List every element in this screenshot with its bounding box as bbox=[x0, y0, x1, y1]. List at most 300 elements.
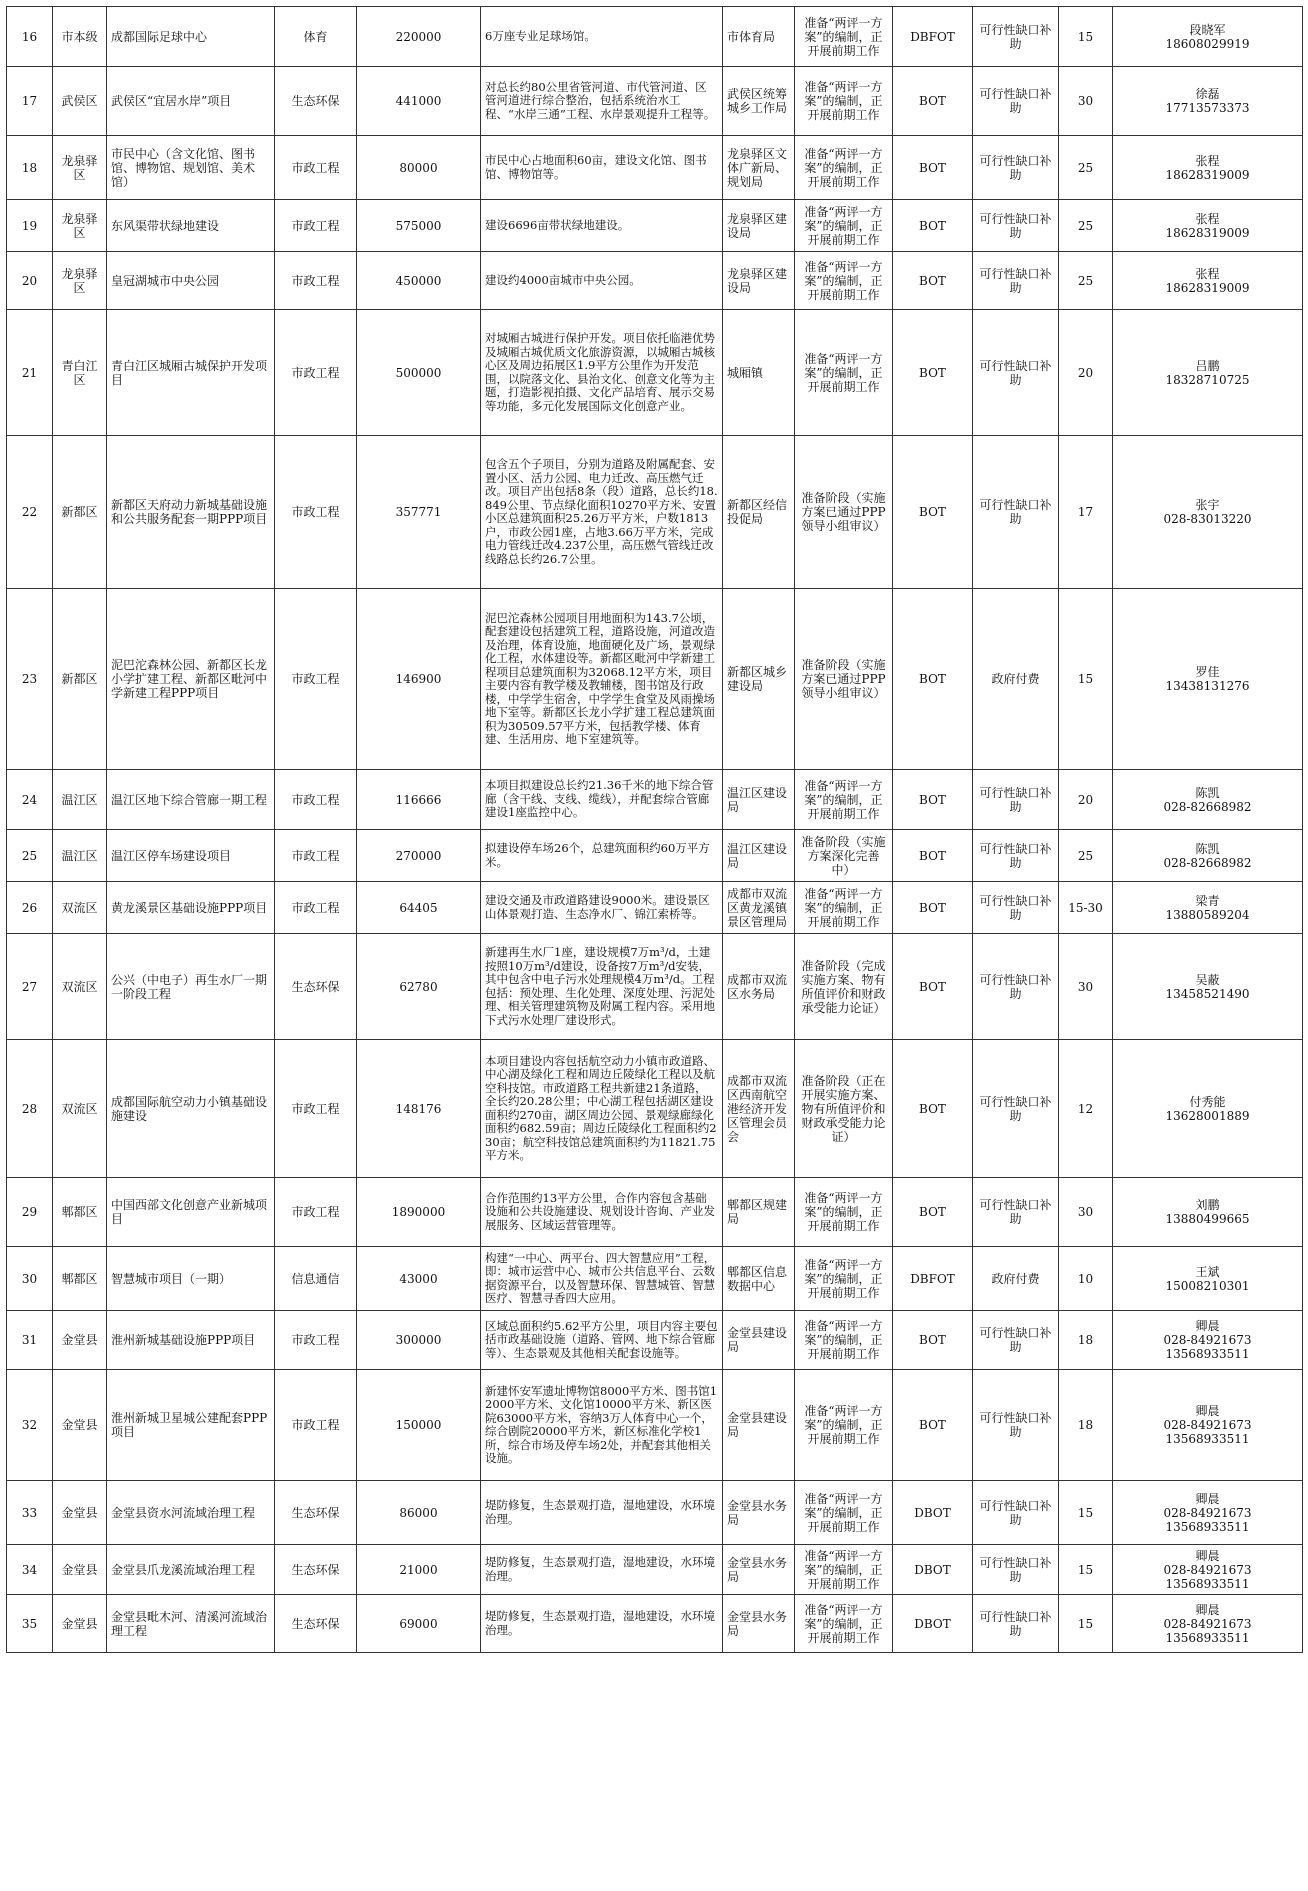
cell-industry: 生态环保 bbox=[275, 1595, 357, 1653]
table-row bbox=[7, 7, 1303, 67]
cell-contact bbox=[1113, 1311, 1303, 1370]
cell-investment: 80000 bbox=[357, 136, 481, 200]
cell-project-name: 市民中心（含文化馆、图书馆、博物馆、规划馆、美术馆） bbox=[107, 136, 275, 200]
cell-project-name: 温江区地下综合管廊一期工程 bbox=[107, 770, 275, 830]
contact-name: 张程 bbox=[1195, 266, 1220, 281]
cell-term: 25 bbox=[1059, 136, 1113, 200]
cell-mode: BOT bbox=[893, 830, 973, 882]
cell-progress: 准备“两评一方案”的编制，正开展前期工作 bbox=[795, 1311, 893, 1370]
cell-industry: 市政工程 bbox=[275, 830, 357, 882]
contact-phone: 17713573373 bbox=[1165, 101, 1250, 115]
cell-term: 15 bbox=[1059, 1545, 1113, 1595]
cell-mode: DBOT bbox=[893, 1481, 973, 1545]
cell-unit: 金堂县水务局 bbox=[723, 1545, 795, 1595]
table-row bbox=[7, 136, 1303, 200]
cell-project-name: 淮州新城基础设施PPP项目 bbox=[107, 1311, 275, 1370]
contact-name: 王斌 bbox=[1195, 1264, 1220, 1279]
table-row bbox=[7, 882, 1303, 934]
contact-phone: 18628319009 bbox=[1165, 225, 1250, 240]
cell-payment: 可行性缺口补助 bbox=[973, 200, 1059, 252]
cell-progress: 准备“两评一方案”的编制，正开展前期工作 bbox=[795, 7, 893, 67]
contact-phone: 028-82668982 bbox=[1163, 799, 1252, 814]
contact-phone: 13628001889 bbox=[1165, 1108, 1250, 1123]
cell-mode: DBOT bbox=[893, 1545, 973, 1595]
cell-region: 龙泉驿区 bbox=[53, 200, 107, 252]
cell-content: 建设6696亩带状绿地建设。 bbox=[481, 200, 723, 252]
cell-unit: 武侯区统筹城乡工作局 bbox=[723, 67, 795, 136]
cell-content: 本项目拟建设总长约21.36千米的地下综合管廊（含干线、支线、缆线），并配套综合管廊建设1座监控中心。 bbox=[481, 770, 723, 830]
contact-name: 梁青 bbox=[1195, 893, 1220, 908]
contact-name: 刘鹏 bbox=[1195, 1198, 1220, 1212]
cell-content: 区域总面积约5.62平方公里，项目内容主要包括市政基础设施（道路、管网、地下综合管廊等）、生态景观及其他相关配套设施等。 bbox=[481, 1311, 723, 1370]
contact-phone2: 13568933511 bbox=[1165, 1432, 1250, 1446]
cell-payment: 可行性缺口补助 bbox=[973, 1040, 1059, 1178]
table-row bbox=[7, 1595, 1303, 1653]
cell-investment: 575000 bbox=[357, 200, 481, 252]
cell-unit: 成都市双流区黄龙溪镇景区管理局 bbox=[723, 882, 795, 934]
contact-phone: 18328710725 bbox=[1165, 372, 1250, 387]
cell-payment: 可行性缺口补助 bbox=[973, 882, 1059, 934]
cell-contact bbox=[1113, 1247, 1303, 1311]
cell-unit: 郫都区信息数据中心 bbox=[723, 1247, 795, 1311]
cell-project-name: 武侯区“宜居水岸”项目 bbox=[107, 67, 275, 136]
cell-project-name: 金堂县资水河流域治理工程 bbox=[107, 1481, 275, 1545]
cell-term: 12 bbox=[1059, 1040, 1113, 1178]
cell-progress: 准备“两评一方案”的编制，正开展前期工作 bbox=[795, 200, 893, 252]
cell-unit: 温江区建设局 bbox=[723, 770, 795, 830]
cell-contact bbox=[1113, 252, 1303, 310]
cell-contact bbox=[1113, 1481, 1303, 1545]
cell-unit: 龙泉驿区文体广新局、规划局 bbox=[723, 136, 795, 200]
cell-region: 双流区 bbox=[53, 1040, 107, 1178]
cell-project-name: 中国西部文化创意产业新城项目 bbox=[107, 1178, 275, 1247]
cell-progress: 准备阶段（实施方案已通过PPP领导小组审议） bbox=[795, 589, 893, 770]
cell-content: 新建怀安军遗址博物馆8000平方米、图书馆12000平方米、文化馆10000平方米、新区医院63000平方米，容纳3万人体育中心一个，综合剧院20000平方米，新区标准化学校1所，综合市场及停车场2处，并配套其他相关设施。 bbox=[481, 1370, 723, 1481]
cell-contact bbox=[1113, 589, 1303, 770]
cell-investment: 270000 bbox=[357, 830, 481, 882]
contact-phone: 13880499665 bbox=[1165, 1212, 1250, 1226]
cell-payment: 可行性缺口补助 bbox=[973, 934, 1059, 1040]
cell-industry: 生态环保 bbox=[275, 67, 357, 136]
cell-investment: 21000 bbox=[357, 1545, 481, 1595]
contact-name: 卿晨 bbox=[1195, 1319, 1220, 1333]
cell-content: 合作范围约13平方公里，合作内容包含基础设施和公共设施建设、规划设计咨询、产业发展服务、区域运营管理等。 bbox=[481, 1178, 723, 1247]
cell-mode: BOT bbox=[893, 1311, 973, 1370]
contact-name: 陈凯 bbox=[1195, 785, 1220, 800]
cell-no: 22 bbox=[7, 436, 53, 589]
cell-investment: 300000 bbox=[357, 1311, 481, 1370]
cell-payment: 可行性缺口补助 bbox=[973, 1178, 1059, 1247]
contact-phone: 028-83013220 bbox=[1163, 512, 1252, 526]
cell-project-name: 金堂县爪龙溪流域治理工程 bbox=[107, 1545, 275, 1595]
cell-progress: 准备“两评一方案”的编制，正开展前期工作 bbox=[795, 770, 893, 830]
cell-mode: BOT bbox=[893, 310, 973, 436]
cell-progress: 准备“两评一方案”的编制，正开展前期工作 bbox=[795, 1481, 893, 1545]
cell-investment: 69000 bbox=[357, 1595, 481, 1653]
cell-investment: 1890000 bbox=[357, 1178, 481, 1247]
cell-payment: 可行性缺口补助 bbox=[973, 1311, 1059, 1370]
cell-mode: BOT bbox=[893, 1040, 973, 1178]
cell-industry: 市政工程 bbox=[275, 1040, 357, 1178]
cell-investment: 220000 bbox=[357, 7, 481, 67]
cell-payment: 可行性缺口补助 bbox=[973, 67, 1059, 136]
cell-project-name: 泥巴沱森林公园、新都区长龙小学扩建工程、新都区毗河中学新建工程PPP项目 bbox=[107, 589, 275, 770]
cell-content: 建设交通及市政道路建设9000米。建设景区山体景观打造、生态净水厂、锦江索桥等。 bbox=[481, 882, 723, 934]
cell-mode: BOT bbox=[893, 67, 973, 136]
cell-region: 武侯区 bbox=[53, 67, 107, 136]
cell-contact bbox=[1113, 830, 1303, 882]
contact-phone2: 13568933511 bbox=[1165, 1630, 1250, 1645]
cell-term: 15 bbox=[1059, 1595, 1113, 1653]
contact-name: 卿晨 bbox=[1195, 1602, 1220, 1617]
cell-project-name: 皇冠湖城市中央公园 bbox=[107, 252, 275, 310]
contact-name: 卿晨 bbox=[1195, 1548, 1220, 1563]
cell-contact bbox=[1113, 310, 1303, 436]
cell-term: 15-30 bbox=[1059, 882, 1113, 934]
cell-contact bbox=[1113, 67, 1303, 136]
cell-mode: BOT bbox=[893, 252, 973, 310]
cell-investment: 500000 bbox=[357, 310, 481, 436]
cell-no: 25 bbox=[7, 830, 53, 882]
cell-mode: BOT bbox=[893, 882, 973, 934]
ppp-project-table bbox=[6, 6, 1303, 1653]
contact-name: 张程 bbox=[1195, 211, 1220, 226]
cell-contact bbox=[1113, 1178, 1303, 1247]
cell-no: 19 bbox=[7, 200, 53, 252]
project-table-sheet bbox=[6, 6, 1303, 1653]
cell-no: 29 bbox=[7, 1178, 53, 1247]
cell-investment: 86000 bbox=[357, 1481, 481, 1545]
cell-progress: 准备“两评一方案”的编制，正开展前期工作 bbox=[795, 1545, 893, 1595]
table-row bbox=[7, 1178, 1303, 1247]
cell-progress: 准备“两评一方案”的编制，正开展前期工作 bbox=[795, 1370, 893, 1481]
cell-term: 15 bbox=[1059, 589, 1113, 770]
contact-name: 张程 bbox=[1195, 153, 1220, 168]
cell-payment: 可行性缺口补助 bbox=[973, 770, 1059, 830]
cell-payment: 可行性缺口补助 bbox=[973, 830, 1059, 882]
table-row bbox=[7, 310, 1303, 436]
table-row bbox=[7, 1311, 1303, 1370]
table-row bbox=[7, 1545, 1303, 1595]
cell-project-name: 黄龙溪景区基础设施PPP项目 bbox=[107, 882, 275, 934]
cell-no: 21 bbox=[7, 310, 53, 436]
contact-name: 卿晨 bbox=[1195, 1404, 1220, 1418]
cell-region: 双流区 bbox=[53, 882, 107, 934]
contact-phone: 13880589204 bbox=[1165, 907, 1250, 922]
cell-payment: 可行性缺口补助 bbox=[973, 252, 1059, 310]
cell-no: 16 bbox=[7, 7, 53, 67]
cell-project-name: 金堂县毗木河、清溪河流域治理工程 bbox=[107, 1595, 275, 1653]
cell-content: 本项目建设内容包括航空动力小镇市政道路、中心湖及绿化工程和周边丘陵绿化工程以及航空科技馆。市政道路工程共新建21条道路，全长约20.28公里；中心湖工程包括湖区建设面积约270亩，湖区周边公园、景观绿廊绿化面积约682.59亩；周边丘陵绿化工程面积约230亩；航空科技馆总建筑面积约为11821.75平方米。 bbox=[481, 1040, 723, 1178]
cell-region: 金堂县 bbox=[53, 1311, 107, 1370]
cell-payment: 可行性缺口补助 bbox=[973, 436, 1059, 589]
cell-no: 20 bbox=[7, 252, 53, 310]
cell-no: 33 bbox=[7, 1481, 53, 1545]
cell-term: 20 bbox=[1059, 310, 1113, 436]
table-body bbox=[7, 7, 1303, 1653]
cell-unit: 金堂县水务局 bbox=[723, 1595, 795, 1653]
cell-investment: 116666 bbox=[357, 770, 481, 830]
cell-content: 堤防修复，生态景观打造，湿地建设，水环境治理。 bbox=[481, 1545, 723, 1595]
cell-investment: 64405 bbox=[357, 882, 481, 934]
cell-term: 15 bbox=[1059, 7, 1113, 67]
cell-progress: 准备阶段（实施方案已通过PPP领导小组审议） bbox=[795, 436, 893, 589]
cell-payment: 可行性缺口补助 bbox=[973, 136, 1059, 200]
cell-progress: 准备“两评一方案”的编制，正开展前期工作 bbox=[795, 67, 893, 136]
table-row bbox=[7, 830, 1303, 882]
cell-term: 25 bbox=[1059, 252, 1113, 310]
cell-region: 郫都区 bbox=[53, 1178, 107, 1247]
cell-industry: 市政工程 bbox=[275, 436, 357, 589]
cell-investment: 146900 bbox=[357, 589, 481, 770]
cell-project-name: 公兴（中电子）再生水厂一期一阶段工程 bbox=[107, 934, 275, 1040]
contact-phone: 028-84921673 bbox=[1163, 1418, 1252, 1432]
contact-phone2: 13568933511 bbox=[1165, 1519, 1250, 1534]
cell-term: 20 bbox=[1059, 770, 1113, 830]
cell-content: 泥巴沱森林公园项目用地面积为143.7公顷，配套建设包括建筑工程，道路设施，河道改造及治理，体育设施，地面硬化及广场，景观绿化工程，水体建设等。新都区毗河中学新建工程项目总建筑面积为32068.12平方米，项目主要内容有教学楼及教辅楼，图书馆及行政楼，中学学生宿舍，中学学生食堂及风雨操场地下室等。新都区长龙小学扩建工程总建筑面积为30509.57平方米，包括教学楼、体育建、生活用房、地下室建筑等。 bbox=[481, 589, 723, 770]
table-row bbox=[7, 252, 1303, 310]
cell-content: 拟建设停车场26个，总建筑面积约60万平方米。 bbox=[481, 830, 723, 882]
cell-content: 市民中心占地面积60亩，建设文化馆、图书馆、博物馆等。 bbox=[481, 136, 723, 200]
cell-progress: 准备“两评一方案”的编制，正开展前期工作 bbox=[795, 882, 893, 934]
cell-no: 27 bbox=[7, 934, 53, 1040]
cell-region: 金堂县 bbox=[53, 1595, 107, 1653]
cell-region: 金堂县 bbox=[53, 1370, 107, 1481]
contact-name: 付秀能 bbox=[1189, 1094, 1226, 1109]
contact-phone: 18628319009 bbox=[1165, 280, 1250, 295]
cell-contact bbox=[1113, 934, 1303, 1040]
contact-name: 罗佳 bbox=[1195, 665, 1220, 679]
cell-region: 双流区 bbox=[53, 934, 107, 1040]
contact-phone2: 13568933511 bbox=[1165, 1347, 1250, 1361]
table-row bbox=[7, 589, 1303, 770]
cell-contact bbox=[1113, 200, 1303, 252]
cell-mode: BOT bbox=[893, 1370, 973, 1481]
cell-no: 30 bbox=[7, 1247, 53, 1311]
cell-no: 32 bbox=[7, 1370, 53, 1481]
cell-investment: 357771 bbox=[357, 436, 481, 589]
cell-unit: 龙泉驿区建设局 bbox=[723, 252, 795, 310]
cell-term: 25 bbox=[1059, 200, 1113, 252]
cell-payment: 政府付费 bbox=[973, 1247, 1059, 1311]
cell-project-name: 东风渠带状绿地建设 bbox=[107, 200, 275, 252]
cell-unit: 成都市双流区水务局 bbox=[723, 934, 795, 1040]
cell-contact bbox=[1113, 1545, 1303, 1595]
cell-industry: 市政工程 bbox=[275, 310, 357, 436]
contact-phone: 13458521490 bbox=[1165, 986, 1250, 1001]
cell-term: 18 bbox=[1059, 1370, 1113, 1481]
cell-contact bbox=[1113, 136, 1303, 200]
contact-name: 段晓军 bbox=[1189, 22, 1226, 37]
contact-phone: 028-84921673 bbox=[1163, 1505, 1252, 1520]
cell-investment: 148176 bbox=[357, 1040, 481, 1178]
cell-content: 对城厢古城进行保护开发。项目依托临港优势及城厢古城优质文化旅游资源，以城厢古城核心区及周边拓展区1.9平方公里作为开发范围，以院落文化、县治文化、创意文化等为主题，打造影视拍摄、文化产品培育、展示交易等功能，多元化发展国际文化创意产业。 bbox=[481, 310, 723, 436]
cell-unit: 龙泉驿区建设局 bbox=[723, 200, 795, 252]
cell-region: 温江区 bbox=[53, 830, 107, 882]
cell-industry: 市政工程 bbox=[275, 1370, 357, 1481]
cell-no: 35 bbox=[7, 1595, 53, 1653]
contact-phone: 18628319009 bbox=[1165, 167, 1250, 182]
cell-no: 23 bbox=[7, 589, 53, 770]
cell-project-name: 新都区天府动力新城基础设施和公共服务配套一期PPP项目 bbox=[107, 436, 275, 589]
cell-investment: 441000 bbox=[357, 67, 481, 136]
cell-payment: 可行性缺口补助 bbox=[973, 1481, 1059, 1545]
cell-term: 15 bbox=[1059, 1481, 1113, 1545]
cell-region: 温江区 bbox=[53, 770, 107, 830]
cell-no: 28 bbox=[7, 1040, 53, 1178]
cell-mode: BOT bbox=[893, 136, 973, 200]
cell-contact bbox=[1113, 7, 1303, 67]
table-row bbox=[7, 1040, 1303, 1178]
cell-content: 堤防修复，生态景观打造，湿地建设，水环境治理。 bbox=[481, 1481, 723, 1545]
cell-project-name: 智慧城市项目（一期） bbox=[107, 1247, 275, 1311]
cell-region: 新都区 bbox=[53, 436, 107, 589]
cell-unit: 新都区经信投促局 bbox=[723, 436, 795, 589]
cell-mode: BOT bbox=[893, 934, 973, 1040]
cell-unit: 金堂县建设局 bbox=[723, 1311, 795, 1370]
cell-investment: 150000 bbox=[357, 1370, 481, 1481]
contact-name: 吕鹏 bbox=[1195, 358, 1220, 373]
cell-content: 构建“一中心、两平台、四大智慧应用”工程，即：城市运营中心、城市公共信息平台、云数据资源平台，以及智慧环保、智慧城管、智慧医疗、智慧寻香四大应用。 bbox=[481, 1247, 723, 1311]
cell-progress: 准备“两评一方案”的编制，正开展前期工作 bbox=[795, 1178, 893, 1247]
cell-no: 24 bbox=[7, 770, 53, 830]
cell-no: 17 bbox=[7, 67, 53, 136]
table-row bbox=[7, 200, 1303, 252]
cell-no: 31 bbox=[7, 1311, 53, 1370]
cell-no: 34 bbox=[7, 1545, 53, 1595]
cell-unit: 金堂县水务局 bbox=[723, 1481, 795, 1545]
cell-unit: 金堂县建设局 bbox=[723, 1370, 795, 1481]
cell-progress: 准备“两评一方案”的编制，正开展前期工作 bbox=[795, 1595, 893, 1653]
cell-region: 金堂县 bbox=[53, 1545, 107, 1595]
cell-payment: 可行性缺口补助 bbox=[973, 1545, 1059, 1595]
contact-phone2: 13568933511 bbox=[1165, 1576, 1250, 1591]
table-row bbox=[7, 67, 1303, 136]
cell-mode: DBOT bbox=[893, 1595, 973, 1653]
cell-industry: 市政工程 bbox=[275, 589, 357, 770]
cell-payment: 可行性缺口补助 bbox=[973, 310, 1059, 436]
cell-no: 18 bbox=[7, 136, 53, 200]
cell-term: 25 bbox=[1059, 830, 1113, 882]
cell-industry: 生态环保 bbox=[275, 1481, 357, 1545]
cell-contact bbox=[1113, 1370, 1303, 1481]
cell-mode: BOT bbox=[893, 200, 973, 252]
cell-project-name: 成都国际足球中心 bbox=[107, 7, 275, 67]
cell-unit: 城厢镇 bbox=[723, 310, 795, 436]
table-row bbox=[7, 1370, 1303, 1481]
cell-term: 10 bbox=[1059, 1247, 1113, 1311]
cell-unit: 市体育局 bbox=[723, 7, 795, 67]
cell-industry: 市政工程 bbox=[275, 1311, 357, 1370]
contact-phone: 028-84921673 bbox=[1163, 1333, 1252, 1347]
cell-industry: 市政工程 bbox=[275, 200, 357, 252]
cell-progress: 准备“两评一方案”的编制，正开展前期工作 bbox=[795, 1247, 893, 1311]
cell-content: 建设约4000亩城市中央公园。 bbox=[481, 252, 723, 310]
contact-phone: 18608029919 bbox=[1165, 36, 1250, 51]
cell-investment: 450000 bbox=[357, 252, 481, 310]
contact-phone: 028-84921673 bbox=[1163, 1562, 1252, 1577]
contact-phone: 028-84921673 bbox=[1163, 1616, 1252, 1631]
cell-content: 新建再生水厂1座，建设规模7万m³/d，土建按照10万m³/d建设，设备按7万m³/d安装，其中包含中电子污水处理规模4万m³/d。工程包括：预处理、生化处理、深度处理、污泥处理、相关管理建筑物及附属工程内容。采用地下式污水处理厂建设形式。 bbox=[481, 934, 723, 1040]
cell-project-name: 青白江区城厢古城保护开发项目 bbox=[107, 310, 275, 436]
cell-region: 郫都区 bbox=[53, 1247, 107, 1311]
cell-region: 市本级 bbox=[53, 7, 107, 67]
table-row bbox=[7, 1481, 1303, 1545]
cell-industry: 生态环保 bbox=[275, 934, 357, 1040]
cell-mode: BOT bbox=[893, 436, 973, 589]
table-row bbox=[7, 934, 1303, 1040]
contact-name: 张宇 bbox=[1195, 498, 1220, 512]
cell-term: 18 bbox=[1059, 1311, 1113, 1370]
cell-progress: 准备“两评一方案”的编制，正开展前期工作 bbox=[795, 252, 893, 310]
cell-industry: 市政工程 bbox=[275, 770, 357, 830]
cell-contact bbox=[1113, 1595, 1303, 1653]
cell-region: 新都区 bbox=[53, 589, 107, 770]
cell-investment: 43000 bbox=[357, 1247, 481, 1311]
cell-mode: DBFOT bbox=[893, 7, 973, 67]
cell-unit: 新都区城乡建设局 bbox=[723, 589, 795, 770]
cell-unit: 成都市双流区西南航空港经济开发区管理会员会 bbox=[723, 1040, 795, 1178]
contact-name: 陈凯 bbox=[1195, 841, 1220, 856]
cell-unit: 郫都区规建局 bbox=[723, 1178, 795, 1247]
cell-term: 30 bbox=[1059, 1178, 1113, 1247]
contact-phone: 028-82668982 bbox=[1163, 855, 1252, 870]
cell-content: 对总长约80公里省管河道、市代管河道、区管河道进行综合整治，包括系统治水工程、“水岸三通”工程、水岸景观提升工程等。 bbox=[481, 67, 723, 136]
table-row bbox=[7, 1247, 1303, 1311]
cell-no: 26 bbox=[7, 882, 53, 934]
table-row bbox=[7, 436, 1303, 589]
cell-progress: 准备阶段（正在开展实施方案、物有所值评价和财政承受能力论证） bbox=[795, 1040, 893, 1178]
cell-project-name: 温江区停车场建设项目 bbox=[107, 830, 275, 882]
cell-term: 17 bbox=[1059, 436, 1113, 589]
cell-project-name: 淮州新城卫星城公建配套PPP项目 bbox=[107, 1370, 275, 1481]
cell-region: 金堂县 bbox=[53, 1481, 107, 1545]
cell-mode: BOT bbox=[893, 770, 973, 830]
cell-project-name: 成都国际航空动力小镇基础设施建设 bbox=[107, 1040, 275, 1178]
cell-progress: 准备“两评一方案”的编制，正开展前期工作 bbox=[795, 310, 893, 436]
cell-industry: 市政工程 bbox=[275, 252, 357, 310]
cell-mode: DBFOT bbox=[893, 1247, 973, 1311]
cell-industry: 市政工程 bbox=[275, 1178, 357, 1247]
cell-contact bbox=[1113, 436, 1303, 589]
cell-mode: BOT bbox=[893, 1178, 973, 1247]
cell-payment: 政府付费 bbox=[973, 589, 1059, 770]
contact-name: 吴蔽 bbox=[1195, 972, 1220, 987]
cell-content: 堤防修复，生态景观打造，湿地建设，水环境治理。 bbox=[481, 1595, 723, 1653]
cell-region: 龙泉驿区 bbox=[53, 252, 107, 310]
table-row bbox=[7, 770, 1303, 830]
cell-progress: 准备阶段（实施方案深化完善中） bbox=[795, 830, 893, 882]
cell-progress: 准备阶段（完成实施方案、物有所值评价和财政承受能力论证） bbox=[795, 934, 893, 1040]
cell-region: 龙泉驿区 bbox=[53, 136, 107, 200]
contact-phone: 13438131276 bbox=[1165, 679, 1250, 693]
cell-payment: 可行性缺口补助 bbox=[973, 1595, 1059, 1653]
cell-progress: 准备“两评一方案”的编制，正开展前期工作 bbox=[795, 136, 893, 200]
cell-contact bbox=[1113, 1040, 1303, 1178]
cell-unit: 温江区建设局 bbox=[723, 830, 795, 882]
cell-investment: 62780 bbox=[357, 934, 481, 1040]
cell-contact bbox=[1113, 882, 1303, 934]
cell-industry: 生态环保 bbox=[275, 1545, 357, 1595]
cell-term: 30 bbox=[1059, 67, 1113, 136]
contact-name: 卿晨 bbox=[1195, 1491, 1220, 1506]
contact-name: 徐磊 bbox=[1195, 87, 1220, 101]
cell-contact bbox=[1113, 770, 1303, 830]
cell-content: 6万座专业足球场馆。 bbox=[481, 7, 723, 67]
cell-region: 青白江区 bbox=[53, 310, 107, 436]
cell-payment: 可行性缺口补助 bbox=[973, 1370, 1059, 1481]
cell-industry: 市政工程 bbox=[275, 882, 357, 934]
